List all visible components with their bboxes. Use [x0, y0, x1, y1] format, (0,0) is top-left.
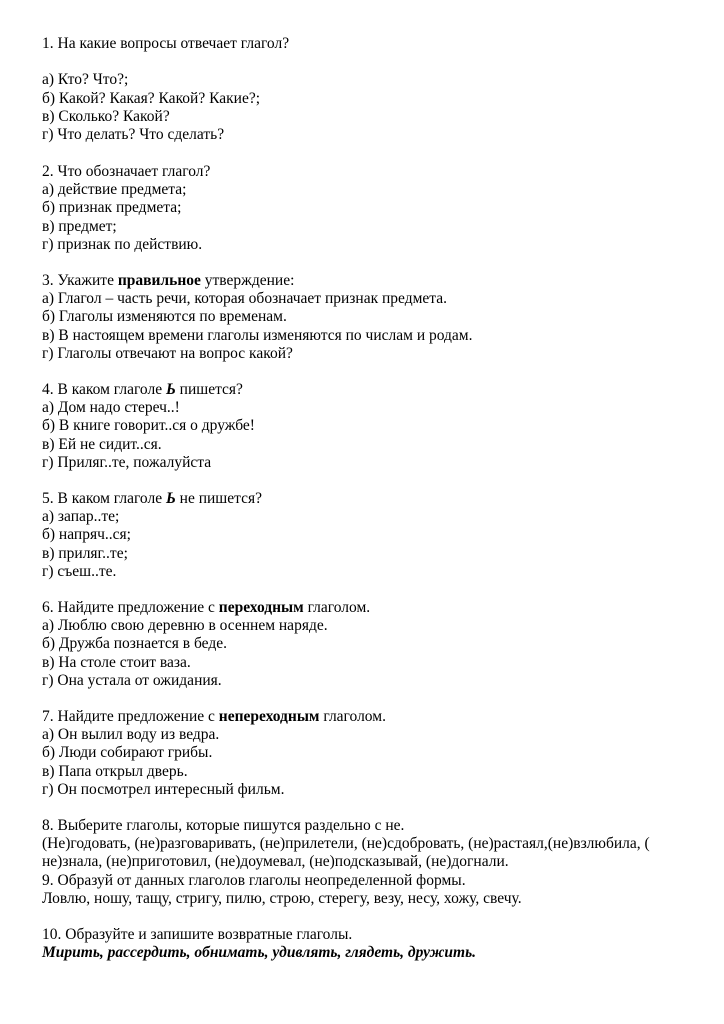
question-2-text: 2. Что обозначает глагол?	[42, 163, 211, 180]
question-1-option-a: а) Кто? Что?;	[42, 71, 129, 89]
question-9-words: Ловлю, ношу, тащу, стригу, пилю, строю, стерегу, везу, несу, хожу, свечу.	[42, 889, 522, 907]
question-8	[42, 817, 692, 908]
question-1-option-d: г) Что делать? Что сделать?	[42, 125, 225, 143]
question-1-option-c: в) Сколько? Какой?	[42, 107, 170, 125]
question-7-option-b: б) Люди собирают грибы.	[42, 744, 213, 762]
question-6	[42, 599, 692, 690]
question-6-option-b: б) Дружба познается в беде.	[42, 635, 227, 653]
question-7-option-d: г) Он посмотрел интересный фильм.	[42, 780, 285, 798]
question-6-text: 6. Найдите предложение с переходным глаголом.	[42, 599, 371, 616]
question-5	[42, 490, 692, 581]
question-3-emphasis: правильное	[117, 272, 201, 289]
question-3-option-a: а) Глагол – часть речи, которая обозначает признак предмета.	[42, 290, 447, 308]
question-5-option-a: а) запар..те;	[42, 508, 120, 526]
question-5-option-c: в) приляг..те;	[42, 544, 128, 562]
question-6-option-a: а) Люблю свою деревню в осеннем наряде.	[42, 617, 328, 635]
question-5-option-d: г) съеш..те.	[42, 562, 117, 580]
question-5-option-b: б) напряч..ся;	[42, 526, 131, 544]
question-7	[42, 708, 692, 799]
question-4	[42, 381, 692, 472]
question-2-option-c: в) предмет;	[42, 217, 117, 235]
question-2	[42, 163, 692, 254]
question-7-option-c: в) Папа открыл дверь.	[42, 762, 188, 780]
question-7-emphasis: непереходным	[218, 708, 320, 725]
question-4-option-d: г) Приляг..те, пожалуйста	[42, 453, 212, 471]
question-2-option-a: а) действие предмета;	[42, 181, 187, 199]
question-5-emphasis: Ь	[165, 490, 176, 507]
question-1-text: 1. На какие вопросы отвечает глагол?	[42, 35, 290, 52]
question-6-emphasis: переходным	[218, 599, 304, 616]
question-3-option-c: в) В настоящем времени глаголы изменяются по числам и родам.	[42, 326, 473, 344]
question-7-text: 7. Найдите предложение с непереходным глаголом.	[42, 708, 386, 725]
question-9-text: 9. Образуй от данных глаголов глаголы неопределенной формы.	[42, 871, 466, 889]
question-4-emphasis: Ь	[165, 381, 176, 398]
question-2-option-b: б) признак предмета;	[42, 199, 182, 217]
question-3-option-d: г) Глаголы отвечают на вопрос какой?	[42, 344, 293, 362]
question-4-option-c: в) Ей не сидит..ся.	[42, 435, 162, 453]
question-1	[42, 35, 692, 144]
question-10	[42, 926, 692, 962]
question-10-words: Мирить, рассердить, обнимать, удивлять, глядеть, дружить.	[42, 944, 477, 962]
question-4-option-a: а) Дом надо стереч..!	[42, 399, 180, 417]
question-8-words-line-1: (Не)годовать, (не)разговаривать, (не)прилетели, (не)сдобровать, (не)растаял,(не)взлюбила, (	[42, 835, 650, 853]
question-8-words-line-2: не)знала, (не)приготовил, (не)доумевал, (не)подсказывай, (не)догнали.	[42, 853, 509, 871]
question-3-text: 3. Укажите правильное утверждение:	[42, 272, 295, 289]
question-4-option-b: б) В книге говорит..ся о дружбе!	[42, 417, 255, 435]
question-3	[42, 272, 692, 363]
question-6-option-c: в) На столе стоит ваза.	[42, 653, 191, 671]
question-6-option-d: г) Она устала от ожидания.	[42, 671, 222, 689]
question-5-text: 5. В каком глаголе Ь не пишется?	[42, 490, 262, 507]
question-8-text: 8. Выберите глаголы, которые пишутся раздельно с не.	[42, 817, 405, 834]
question-1-option-b: б) Какой? Какая? Какой? Какие?;	[42, 89, 261, 107]
question-2-option-d: г) признак по действию.	[42, 235, 203, 253]
question-4-text: 4. В каком глаголе Ь пишется?	[42, 381, 243, 398]
question-3-option-b: б) Глаголы изменяются по временам.	[42, 308, 287, 326]
question-7-option-a: а) Он вылил воду из ведра.	[42, 726, 220, 744]
question-10-text: 10. Образуйте и запишите возвратные глаголы.	[42, 926, 353, 943]
